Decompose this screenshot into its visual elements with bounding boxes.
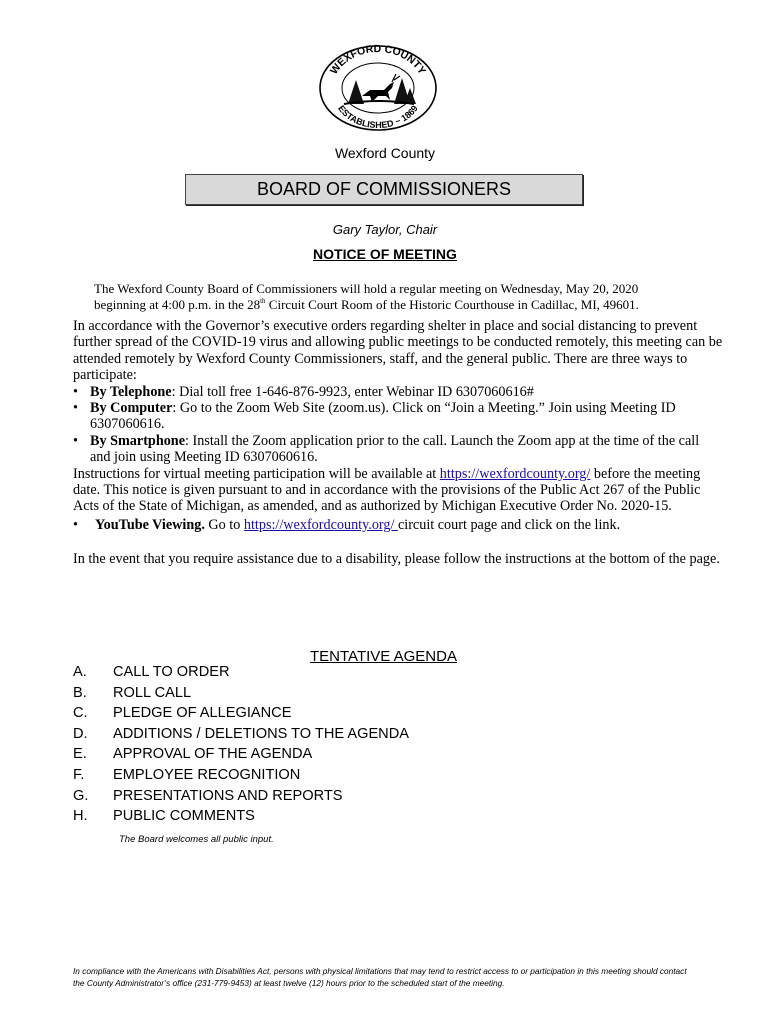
bullet-computer: • By Computer: Go to the Zoom Web Site (zoom.us). Click on “Join a Meeting.” Join using Meeting ID 6307060616. [73, 400, 676, 433]
wexford-county-link[interactable]: https://wexfordcounty.org/ [439, 465, 591, 482]
seal-top-text: WEXFORD COUNTY [328, 44, 429, 77]
svg-text:ESTABLISHED ~ 1869 [336, 103, 420, 130]
notice-body [73, 318, 723, 568]
agenda-heading: TENTATIVE AGENDA [310, 648, 457, 665]
deer-and-pine-trees-seal-icon [318, 44, 438, 132]
county-name: Wexford County [334, 145, 436, 161]
bullet-telephone: • By Telephone: Dial toll free 1-646-876-9923, enter Webinar ID 6307060616# [73, 383, 534, 400]
intro-line-2: beginning at 4:00 p.m. in the 28th Circuit Court Room of the Historic Courthouse in Cadillac, MI, 49601. [94, 297, 639, 312]
intro-line-1: The Wexford County Board of Commissioners will hold a regular meeting on Wednesday, May 20, 2020 [94, 281, 639, 296]
chair-name: Gary Taylor, Chair [332, 222, 438, 237]
meeting-intro [94, 281, 694, 313]
ada-footer-notice: In compliance with the Americans with Disabilities Act, persons with physical limitations that may tend to restrict access to or participation in this meeting should contact the County Administrator’s office (231-779-9453) at least twelve (12) hours prior to the scheduled start of the meeting. [73, 966, 687, 988]
youtube-viewing: • YouTube Viewing. Go to https://wexfordcounty.org/ circuit court page and click on the link. [73, 516, 621, 533]
youtube-wexford-link[interactable]: https://wexfordcounty.org/ [243, 516, 398, 533]
notice-title: NOTICE OF MEETING [313, 246, 457, 262]
instructions-paragraph: Instructions for virtual meeting participation will be available at https://wexfordcounty.org/ before the meeting date. This notice is given pursuant to and in accordance with the provisions of the Public Act 267 of the Public Acts of the State of Michigan, as amended, and as authorized by Michigan Executive Order No. 2020-15. [73, 465, 701, 515]
seal-bottom-text: ESTABLISHED ~ 1869 [336, 103, 420, 131]
bullet-icon: • [73, 400, 78, 417]
board-title: BOARD OF COMMISSIONERS [256, 179, 512, 199]
bullet-smartphone: • By Smartphone: Install the Zoom application prior to the call. Launch the Zoom app at the time of the call and join using Meeting ID 6307060616. [73, 432, 700, 466]
bullet-icon: • [73, 516, 78, 533]
public-input-note: The Board welcomes all public input. [119, 834, 274, 845]
participation-paragraph: In accordance with the Governor’s executive orders regarding shelter in place and social distancing to prevent further spread of the COVID-19 virus and allowing public meetings to be conducted remotely, this meeting can be attended remotely by Wexford County Commissioners, staff, and the general public. There are three ways to participate: [73, 318, 723, 384]
board-title-box [185, 174, 583, 205]
bullet-icon: • [73, 383, 78, 400]
svg-text:WEXFORD COUNTY [328, 44, 428, 77]
county-seal-logo [318, 44, 438, 132]
bullet-icon: • [73, 432, 78, 449]
assistance-paragraph: In the event that you require assistance due to a disability, please follow the instructions at the bottom of the page. [73, 551, 720, 568]
